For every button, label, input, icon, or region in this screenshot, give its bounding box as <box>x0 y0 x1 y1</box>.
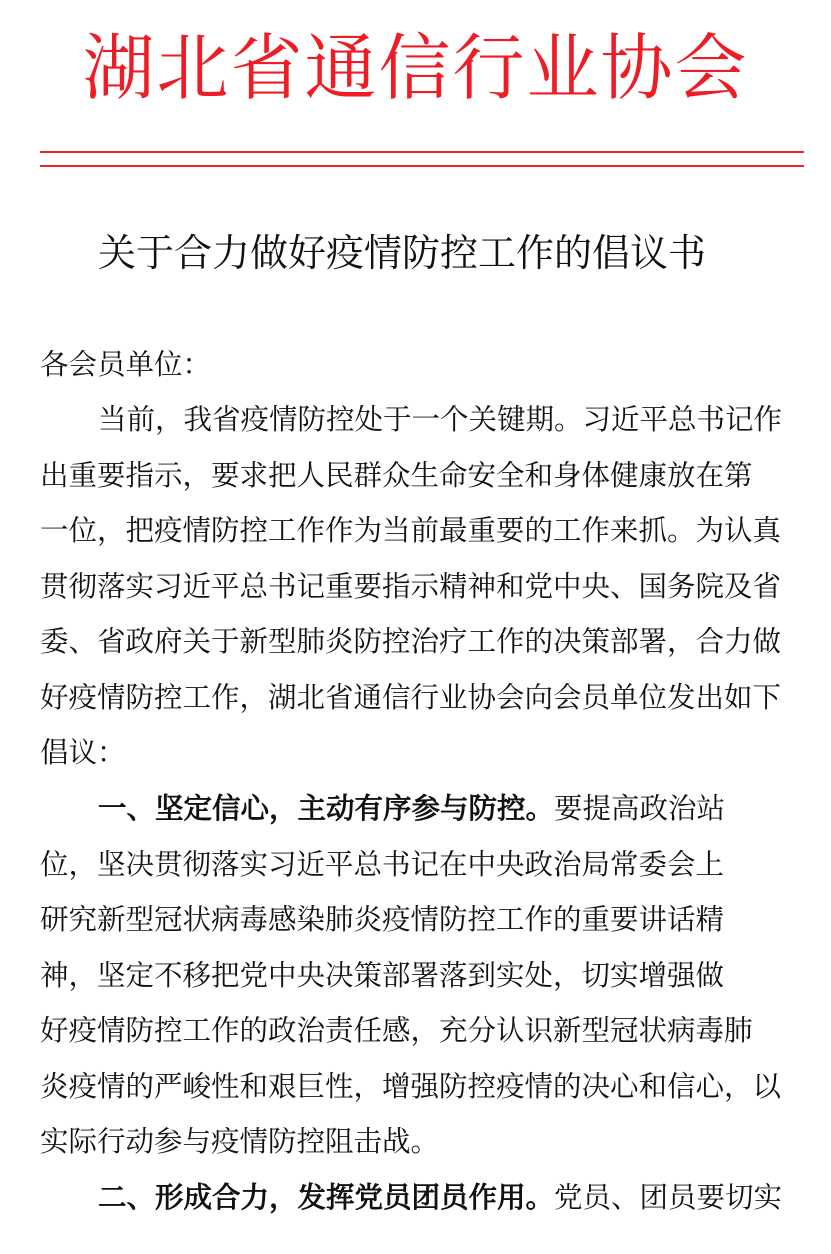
paragraph-line: 倡议： <box>40 736 126 769</box>
paragraph-line: 一位，把疫情防控工作作为当前最重要的工作来抓。为认真 <box>40 514 782 547</box>
section-2-text: 党员、团员要切实 <box>554 1181 783 1214</box>
section-1-text: 要提高政治站 <box>554 792 726 825</box>
paragraph-line: 炎疫情的严峻性和艰巨性，增强防控疫情的决心和信心，以 <box>40 1070 782 1103</box>
paragraph-line: 好疫情防控工作的政治责任感，充分认识新型冠状病毒肺 <box>40 1014 753 1047</box>
section-2-first-line <box>98 1178 782 1218</box>
red-divider-top <box>40 151 804 153</box>
paragraph-line: 出重要指示，要求把人民群众生命安全和身体健康放在第 <box>40 459 753 492</box>
paragraph-line: 贯彻落实习近平总书记重要指示精神和党中央、国务院及省 <box>40 570 782 603</box>
paragraph-line: 实际行动参与疫情防控阻击战。 <box>40 1125 440 1158</box>
paragraph-line: 位，坚决贯彻落实习近平总书记在中央政治局常委会上 <box>40 848 725 881</box>
paragraph-line: 委、省政府关于新型肺炎防控治疗工作的决策部署，合力做 <box>40 625 782 658</box>
paragraph-line: 研究新型冠状病毒感染肺炎疫情防控工作的重要讲话精 <box>40 903 725 936</box>
document-title: 关于合力做好疫情防控工作的倡议书 <box>98 231 707 275</box>
section-1-heading: 一、坚定信心，主动有序参与防控。 <box>98 792 555 825</box>
paragraph-line: 当前，我省疫情防控处于一个关键期。习近平总书记作 <box>98 403 783 436</box>
paragraph-line: 好疫情防控工作，湖北省通信行业协会向会员单位发出如下 <box>40 681 782 714</box>
section-2-heading: 二、形成合力，发挥党员团员作用。 <box>98 1181 555 1214</box>
section-1-first-line <box>98 789 725 829</box>
paragraph-line: 神，坚定不移把党中央决策部署落到实处，切实增强做 <box>40 959 725 992</box>
salutation: 各会员单位： <box>40 348 212 381</box>
red-divider-bottom <box>40 165 804 167</box>
org-name-header: 湖北省通信行业协会 <box>82 26 749 110</box>
